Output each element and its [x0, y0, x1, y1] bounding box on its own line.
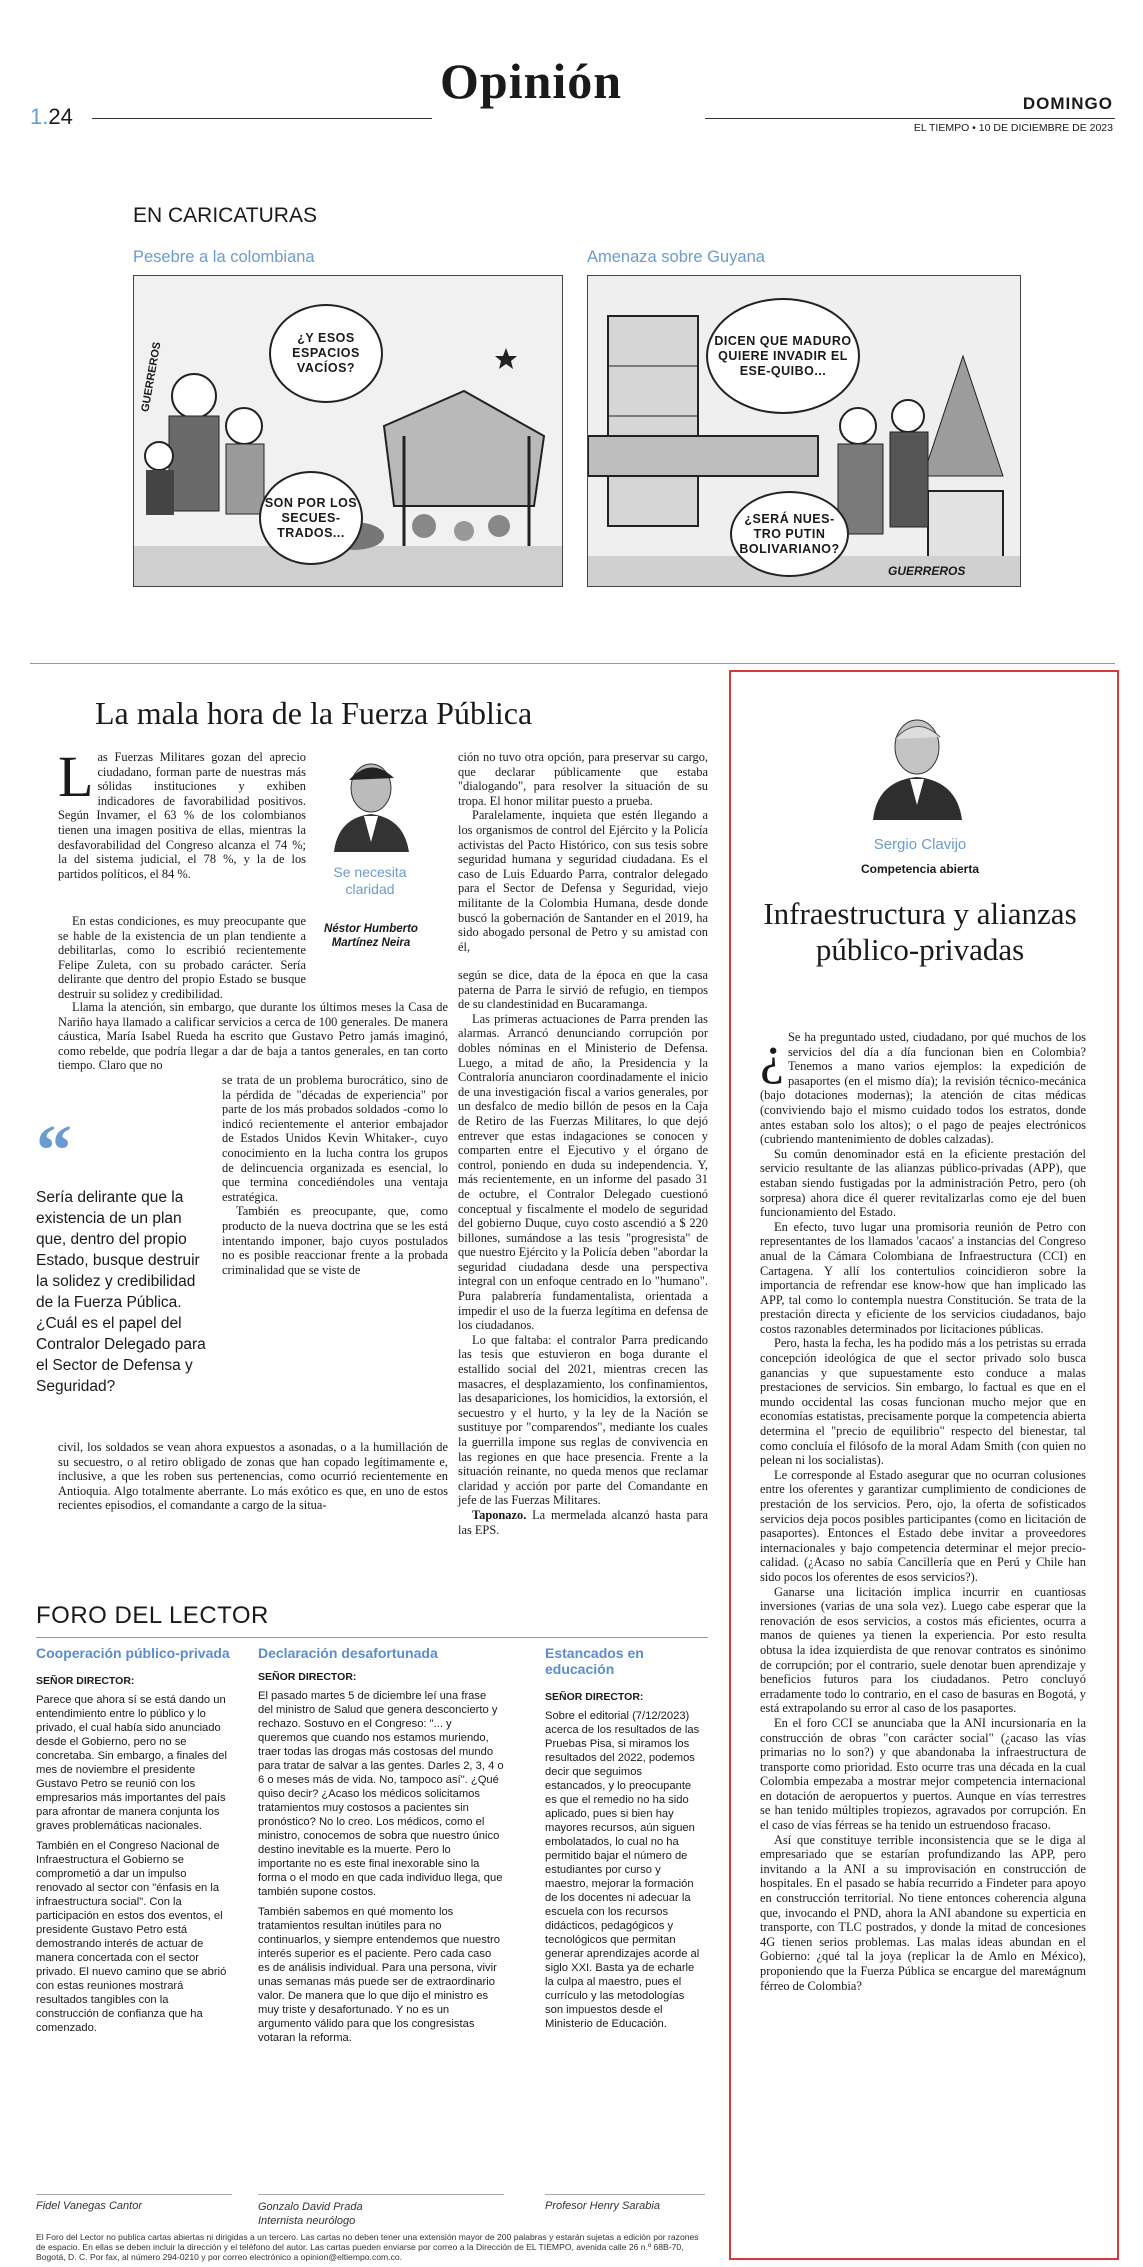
page-number-value: 24: [48, 104, 73, 129]
left-article-col1-top: [58, 744, 306, 881]
caricature-right-bubble-1: DICEN QUE MADURO QUIERE INVADIR EL ESE-QUIBO...: [706, 298, 860, 414]
left-article-col3-wide: [458, 968, 708, 1537]
caricature-left-signature: GUERREROS: [139, 341, 164, 413]
left-article-p3b: se trata de un problema burocrático, sino de la pérdida de "décadas de experiencia" por parte de los más probados soldados -como lo indicó recientemente el anterior embajador de Estados Unidos Kevin Whitaker-, cuyo conocimiento en la lucha contra los grupos de delincuencia organizada es esencial, lo que termina concediéndoles una ventaja estratégica.: [222, 1073, 448, 1204]
day-label: DOMINGO: [1022, 94, 1113, 113]
right-article-p2: Su común denominador está en la eficiente prestación del servicio resultante de las alianzas público-privadas (APP), que estaban siendo fustigadas por la administración Petro, pero (oh sorpresa) ahora dice él querer revitalizarlas como eje del buen funcionamiento del Estado.: [760, 1146, 1086, 1220]
right-article-p6: Ganarse una licitación implica incurrir en cuantiosas inversiones (varias de una sola vez). Luego cabe esperar que la renovación de esos servicios, a costos más eficientes, ocurra a manos de quienes ya tienen la experiencia. Por esto resulta obtusa la idea izquierdista de que renovar contratos es sinónimo de corrupción; por el contrario, suele denotar buen aprendizaje y beneficios futuros para los ciudadanos. Petro concluyó erradamente todo lo contrario, en el caso de basuras en Bogotá, y está extrapolando su error al caso de los pasaportes.: [760, 1584, 1086, 1716]
left-article-col1-bottom: [58, 1440, 448, 1513]
letter-3-body: Sobre el editorial (7/12/2023) acerca de los resultados de las Pruebas Pisa, si miramos los resultados del 2022, podemos decir que seguimos estancados, y lo preocupante es que el remedio no ha sido aplicado, pues si bien hay mayores recursos, aún siguen embolatados, lo cual no ha permitido bajar el número de estudiantes por curso y maestro, mejorar la formación de los docentes ni adecuar la escuela con los recursos didácticos, pedagógicos y tecnológicos que permitan generar aprendizajes acorde al siglo XXI. Basta ya de echarle la culpa al maestro, pues el currículo y las metodologías son impuestos desde el Ministerio de Educación.: [545, 1710, 700, 2030]
letter-1: [36, 1645, 232, 2035]
page-number: [30, 104, 73, 130]
right-article-p5: Le corresponde al Estado asegurar que no ocurran colusiones entre los oferentes y garantizar cumplimiento de condiciones de prestación de los servicios. Pero, ojo, la oferta de sofisticados servicios deja pocos posibles participantes (como en licitación de pasaportes). Entonces el Estado debe invitar a proveedores internacionales y bajo competencia determinar el mejor precio-calidad. (¿Acaso no sabía Cancillería que en Perú y Chile han sido pocos los oferentes de esos servicios?).: [760, 1467, 1086, 1584]
right-author-portrait: [865, 705, 970, 820]
letter-3-sig-rule: [545, 2194, 705, 2195]
taponazo-text: La mermelada alcanzó hasta para las EPS.: [458, 1507, 708, 1537]
right-article-p4: Pero, hasta la fecha, les ha podido más a los petristas su errada concepción ideológica de que el sector privado solo busca ganancias y que supuestamente esto conduce a malas prestaciones de servicios. Sin embargo, lo factual es que en el mundo occidental las cosas funcionan mucho mejor que en economías estatistas, precisamente porque la competencia abierta determina el "precio de equilibrio" respecto del bienestar, tal como concluía el filósofo de la moral Adam Smith (con quien no pelean ni los socialistas).: [760, 1336, 1086, 1468]
left-article-col3-p2: Paralelamente, inquieta que estén llegando a los organismos de control del Ejército y la Policía activistas del Pacto Histórico, con sus tesis sobre seguridad humana y seguridad ciudadana. Es el caso de Luis Eduardo Parra, contralor delegado para el Sector de Defensa y Seguridad, viejo militante de la Colombia Humana, desde donde buscó la gobernación de Santander en el 2019, ha sido abogado personal de Petro y su amistad con él,: [458, 808, 708, 954]
left-article-headline: La mala hora de la Fuerza Pública: [95, 695, 533, 731]
letter-2-sig-rule: [258, 2194, 504, 2195]
caricatures-label: EN CARICATURAS: [133, 204, 317, 227]
letter-2: [258, 1645, 504, 2045]
foro-footer-note: El Foro del Lector no publica cartas abiertas ni dirigidas a un tercero. Las cartas no deben tener una extensión mayor de 200 palabras y estarán sujetas a edición por razones de espacio. En ellas se deben incluir la dirección y el teléfono del autor. Las cartas pueden enviarse por correo a la Dirección de EL TIEMPO, avenida calle 26 n.º 68B-70, Bogotá, D. C. Por fax, al número 294-0210 y por correo electrónico a opinion@eltiempo.com.co.: [36, 2232, 699, 2262]
pull-quote-mark: “: [36, 1110, 72, 1190]
right-author-photo: [865, 705, 970, 820]
section-title: Opinión: [440, 53, 623, 109]
right-drop-cap: ¿: [760, 1025, 784, 1085]
page-number-prefix: 1.: [30, 104, 49, 129]
right-article-p3: En efecto, tuvo lugar una promisoria reunión de Petro con representantes de los llamados 'cacaos' a instancias del Congreso anual de la Cámara Colombiana de Infraestructura (CCI) en Cartagena. Y allí los contertulios coincidieron sobre la importancia de refrendar ese know-how que han implicado las APP, tal como lo contempla nuestra Constitución. Se trata de la prestación directa y eficiente de los servicios ciudadanos, bajo costos razonables determinados por licitaciones públicas.: [760, 1219, 1086, 1336]
letter-2-signature: Gonzalo David Prada Internista neurólogo: [258, 2201, 363, 2227]
letter-1-body2: También en el Congreso Nacional de Infraestructura el Gobierno se comprometió a dar un impulso renovado al sector con "énfasis en la infraestructura social". Con la participación en estos dos eventos, el presidente Gustavo Petro está demostrando interés de actuar de manera concertada con el sector privado. El nuevo camino que se abrió con estas reuniones mostrará resultados tangibles con la construcción de confianza que ha comenzado.: [36, 1840, 227, 2034]
letter-1-signature: Fidel Vanegas Cantor: [36, 2200, 142, 2212]
header-rule-right: [705, 118, 1115, 119]
letter-1-sig-rule: [36, 2194, 232, 2195]
left-author-photo: [324, 752, 419, 852]
right-article-headline: Infraestructura y alianzas público-privadas: [763, 896, 1077, 967]
letter-1-title: Cooperación público-privada: [36, 1645, 230, 1661]
left-article-lead: as Fuerzas Militares gozan del aprecio ciudadano, forman parte de nuestras más sólidas instituciones y exhiben indicadores de favorabilidad positivos. Según Invamer, el 63 % de los colombianos tienen una imagen positiva de ellas, mientras la desfavorabilidad del Congreso alcanza el 74 %; la del sistema judicial, el 78 %, y la de los partidos políticos, el 84 %.: [58, 750, 306, 881]
caricature-right-bubble-2: ¿SERÁ NUES-TRO PUTIN BOLIVARIANO?: [730, 491, 849, 577]
left-column-name: Se necesita claridad: [333, 864, 407, 897]
letter-2-body2: También sabemos en qué momento los tratamientos resultan inútiles para no continuarlos, y siempre entendemos que nuestro interés superior es el paciente. Pero cada caso es de análisis individual. Para una persona, vivir unas semanas más puede ser de extraordinario valor. De manera que lo que dijo el ministro es muy triste y desafortunado. Y no es un argumento válido para que los congresistas votaran la reforma.: [258, 1906, 500, 2044]
left-article-col1-full: [58, 1000, 448, 1073]
left-article-p4b: civil, los soldados se vean ahora expuestos a asonadas, o a la humillación de su secuestro, o al retiro obligado de zonas que han copado legítimamente e, inclusive, a que les roben sus pertenencias, como ocurrió recientemente en Antioquia. Algo totalmente aberrante. Lo más exótico es que, en uno de estos recientes episodios, el comandante a cargo de la situa-: [58, 1440, 448, 1513]
right-article-p8: Así que constituye terrible inconsistencia que se le diga al empresariado que se estarían profundizando las APP, pero invitando a la ANI a su improvisación en construcción de hospitales. En el pasado se había recurrido a Findeter para apoyo en construcción territorial. No tiene entonces coherencia alguna que, invocando el PND, ahora la ANI abandone su experticia en transporte, con TLC postrados, y donde la mitad de concesiones 4G tienen serios problemas. Las malas ideas abundan en el Gobierno: ¿qué tal la joya (replicar la de Amlo en México), proponiendo que la Fuerza Pública se encargue del mareмágnum férreo de Colombia?: [760, 1832, 1086, 1993]
left-author-portrait: [324, 752, 419, 852]
header-rule-left: [92, 118, 432, 119]
left-article-col1-mid: [58, 914, 306, 1002]
caricature-right-title: Amenaza sobre Guyana: [587, 248, 765, 266]
right-column-name: Competencia abierta: [860, 862, 980, 876]
right-article-p7: En el foro CCI se anunciaba que la ANI incursionaría en la construcción de obras "con carácter social" (¿acaso las vías primarias no lo son?) y que abandonaba la infraestructura de transporte como prioridad. Esto ocurre tras una década en la cual Colombia empezaba a mostrar mejor competencia internacional en dotación de aeropuertos y puertos. Aunque en vías terrestres se han tenido múltiples tropiezos, agravados por corrupción. En el caso de vías férreas se ha tenido un estruendoso fracaso.: [760, 1715, 1086, 1833]
caricatures-bottom-rule: [30, 663, 1115, 664]
left-article-col3-p2b: según se dice, data de la época en que la casa paterna de Parra le sirvió de refugio, en tiempos de su clandestinidad en Bucaramanga.: [458, 968, 708, 1012]
left-article-col3-top: [458, 750, 708, 954]
letter-1-salutation: SEÑOR DIRECTOR:: [36, 1675, 135, 1687]
right-article-body: [760, 1025, 1086, 1993]
left-author-name: Néstor Humberto Martínez Neira: [324, 923, 418, 949]
left-article-col3-p3: Las primeras actuaciones de Parra prenden las alarmas. Arrancó denunciando corrupción por dobles nóminas en el Ministerio de Defensa. Luego, a mitad de año, la Presidencia y la Contraloría anunciaron coordinadamente el inicio de una investigación fiscal a varios generales, por un desfalco de medio billón de pesos en la Caja de Retiro de las Fuerzas Militares, lo que dejó entrever que estas indagaciones se conocen y comparten entre el Ejecutivo y el órgano de control, poniendo en duda su independencia. Y, más recientemente, en un informe del pasado 31 de octubre, el Contralor Delegado cuestionó conceptual y fiscalmente el modelo de seguridad del gobierno Duque, cuyo costo ascendió a $ 220 billones, sumándose a las tesis "progresista" de que nuestro Ejército y la Policía deben "abordar la seguridad ciudadana desde una perspectiva integral con un enfoque centrado en lo "humano". Pura palabrería fundamentalista, orientada a impedir el uso de la fuerza legítima en defensa de los ciudadanos.: [458, 1011, 708, 1333]
left-article-col3-p4: Lo que faltaba: el contralor Parra predicando las tesis que estuvieron en boga durante el estallido social del 2021, mientras crecen las masacres, el desplazamiento, los confinamientos, las desapariciones, los homicidios, la extorsión, el secuestro y el hurto, y la ley de la Nación se sustituye por "comparendos", mediante los cuales la guerrilla impone sus reglas de convivencia en las regiones en que hace presencia. Frente a la situación reinante, no queda menos que reclamar claridad y acción por parte del Comandante en jefe de las Fuerzas Militares.: [458, 1332, 708, 1508]
letter-3-signature: Profesor Henry Sarabia: [545, 2200, 660, 2212]
left-article-p3: Llama la atención, sin embargo, que durante los últimos meses la Casa de Nariño haya llamado a calificar servicios a cerca de 100 generales. De manera cáustica, María Isabel Rueda ha escrito que Gustavo Petro jamás imaginó, como rebelde, que podría llegar a dar de baja a tantos generales, en tan corto tiempo. Claro que no: [58, 1000, 448, 1073]
foro-title: FORO DEL LECTOR: [36, 1602, 269, 1629]
masthead-date: EL TIEMPO • 10 DE DICIEMBRE DE 2023: [913, 122, 1113, 134]
letter-2-title: Declaración desafortunada: [258, 1645, 438, 1661]
drop-cap-l: L: [58, 744, 94, 809]
letter-2-body: El pasado martes 5 de diciembre leí una frase del ministro de Salud que genera desconcierto y rechazo. Sostuvo en el Congreso: "... y queremos que cuando nos estamos muriendo, traer todas las drogas más costosas del mundo para tratar de salvar a las gentes. Darles 2, 3, 4 o 6 o meses más de vida. No, tampoco así". ¿Qué quiso decir? ¿Acaso los médicos solicitamos tratamientos muy costosos a pacientes sin pronóstico? No lo creo. Los médicos, como el ministro, conocemos de sobra que nuestro único destino inevitable es la muerte. Pero lo importante no es este final inexorable sino la forma o el modo en que cada individuo llega, que también supone costos.: [258, 1690, 504, 1898]
left-article-col2-narrow: [222, 1073, 448, 1277]
letter-3-salutation: SEÑOR DIRECTOR:: [545, 1691, 644, 1703]
left-article-p4: También es preocupante, que, como producto de la nueva doctrina que se les está intentando imponer, bajo cuyos postulados no es posible reaccionar frente a la probada criminalidad que se viste de: [222, 1204, 448, 1277]
left-article-p2: En estas condiciones, es muy preocupante que se hable de la existencia de un plan tendiente a debilitarlas, como lo escribió recientemente Felipe Zuleta, con su probado carácter. Sería delirante que dentro del propio Estado se busque destruir su solidez y credibilidad.: [58, 914, 306, 1001]
letter-3-title: Estancados en educación: [545, 1645, 644, 1677]
pull-quote: Sería delirante que la existencia de un plan que, dentro del propio Estado, busque destruir la solidez y credibilidad de la Fuerza Pública. ¿Cuál es el papel del Contralor Delegado para el Sector de Defensa y Seguridad?: [36, 1189, 206, 1395]
taponazo-label: Taponazo.: [472, 1507, 527, 1522]
caricature-right-signature: GUERREROS: [888, 564, 966, 578]
letter-2-salutation: SEÑOR DIRECTOR:: [258, 1671, 357, 1683]
caricature-right-panel: [587, 275, 1021, 587]
left-article-col3-p1: ción no tuvo otra opción, para preservar su cargo, que declarar públicamente que estaba "dialogando", para resolver la situación de su tropa. El honor militar puesto a prueba.: [458, 750, 708, 808]
letter-3: [545, 1645, 705, 2031]
foro-rule: [36, 1637, 708, 1638]
letter-1-body: Parece que ahora sí se está dando un entendimiento entre lo público y lo privado, el cual había sido anunciado desde el Gobierno, pero no se concretaba. Sin embargo, a finales del mes de noviembre el presidente Gustavo Petro se reunió con los empresarios más importantes del país para afrontar de manera conjunta los graves problemáticas nacionales.: [36, 1694, 227, 1832]
right-author-name: Sergio Clavijo: [873, 836, 967, 853]
right-article-p1: Se ha preguntado usted, ciudadano, por qué muchos de los servicios del día a día funcionan bien en Colombia? Tenemos a mano varios ejemplos: la expedición de pasaportes (en el mismo día); la revisión técnico-mecánica (bajo dotaciones modernas); la atención de citas médicas (conviviendo bajo el mismo cuidado todos los estratos, donde antes estaban solo los altos); o el pago de peajes electrónicos (cubriendo mantenimiento de dobles calzadas).: [760, 1030, 1086, 1147]
caricature-left-bubble-1: ¿Y ESOS ESPACIOS VACÍOS?: [269, 304, 383, 403]
caricature-left-panel: [133, 275, 563, 587]
caricature-left-title: Pesebre a la colombiana: [133, 248, 315, 266]
caricature-left-bubble-2: SON POR LOS SECUES-TRADOS...: [259, 471, 363, 565]
